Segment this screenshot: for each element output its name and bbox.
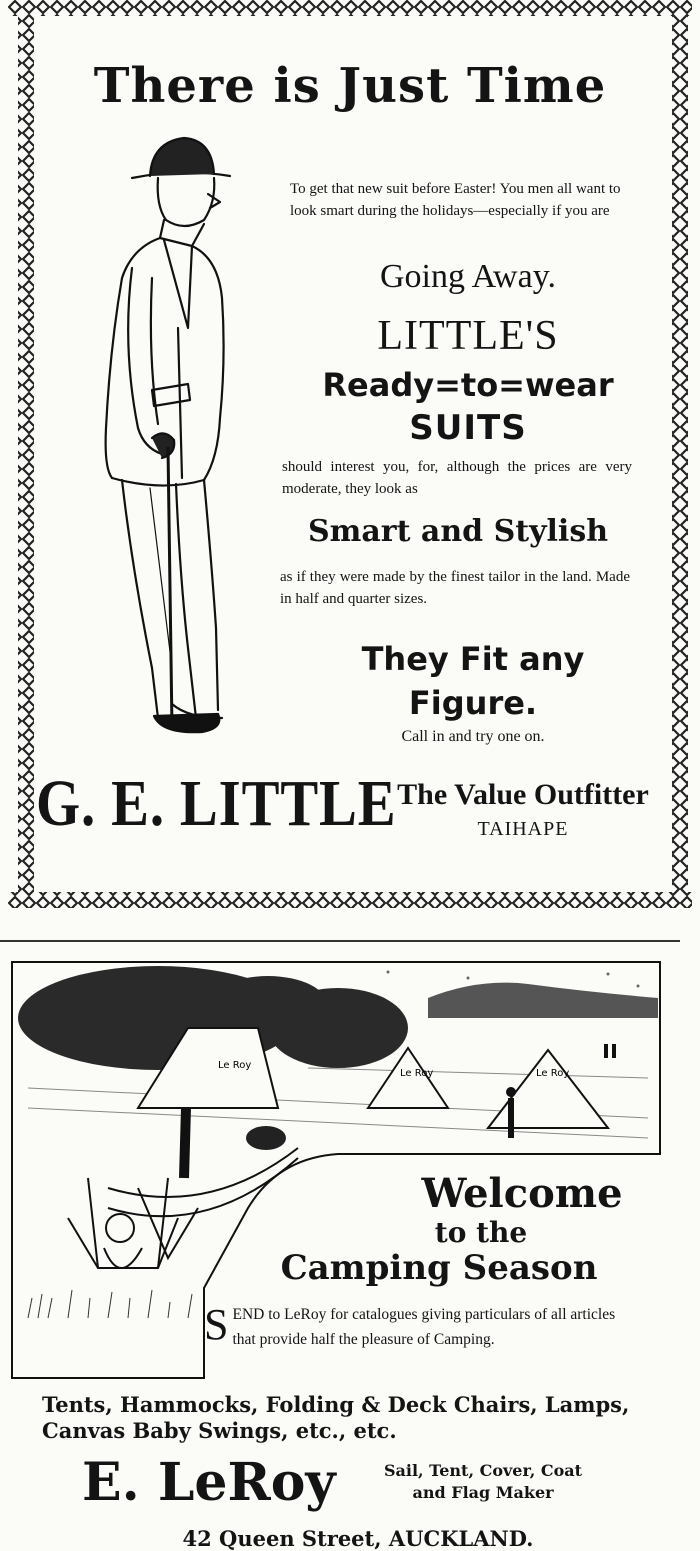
man-in-suit-illustration [92, 128, 262, 758]
headline: There is Just Time [93, 58, 607, 114]
suits-heading: SUITS [409, 408, 527, 448]
leroy-advertisement [8, 958, 668, 1551]
trade-description [358, 1460, 608, 1504]
to-the-heading: to the [434, 1216, 528, 1249]
welcome-heading: Welcome [421, 1170, 623, 1217]
column-divider [0, 940, 680, 942]
store-address: 42 Queen Street, AUCKLAND. [182, 1526, 534, 1551]
brand-heading: LITTLE'S [377, 313, 559, 359]
tent-label: Le Roy [218, 1060, 252, 1071]
ready-to-wear-heading: Ready=to=wear [322, 366, 614, 404]
going-away-heading: Going Away. [380, 258, 556, 295]
tent-label: Le Roy [400, 1068, 434, 1079]
little-advertisement [8, 0, 692, 910]
smart-stylish-heading: Smart and Stylish [307, 514, 609, 549]
store-name: G. E. LITTLE [36, 767, 397, 840]
body-text-1: should interest you, for, although the prices are very moderate, they look as [282, 459, 632, 497]
drop-cap: S [204, 1300, 229, 1349]
store-town: TAIHAPE [477, 818, 569, 840]
intro-text: To get that new suit before Easter! You men all want to look smart during the holidays—especially if you are [290, 181, 621, 219]
they-fit-heading: They Fit any [361, 640, 585, 678]
trade-line: and Flag Maker [412, 1483, 554, 1502]
send-paragraph [204, 1302, 634, 1352]
products-list: Tents, Hammocks, Folding & Deck Chairs, Lamps, Canvas Baby Swings, etc., etc. [42, 1392, 630, 1443]
call-in-text: Call in and try one on. [401, 728, 545, 745]
store-name: E. LeRoy [82, 1452, 336, 1513]
camping-season-heading: Camping Season [280, 1248, 598, 1288]
tent-label: Le Roy [536, 1068, 570, 1079]
store-tagline: The Value Outfitter [397, 778, 649, 811]
send-text: END to LeRoy for catalogues giving particulars of all articles that provide half the pleasure of Camping. [232, 1306, 616, 1348]
body-text-2: as if they were made by the finest tailor in the land. Made in half and quarter sizes. [280, 569, 630, 607]
trade-line: Sail, Tent, Cover, Coat [383, 1461, 583, 1480]
figure-heading: Figure. [408, 684, 538, 722]
